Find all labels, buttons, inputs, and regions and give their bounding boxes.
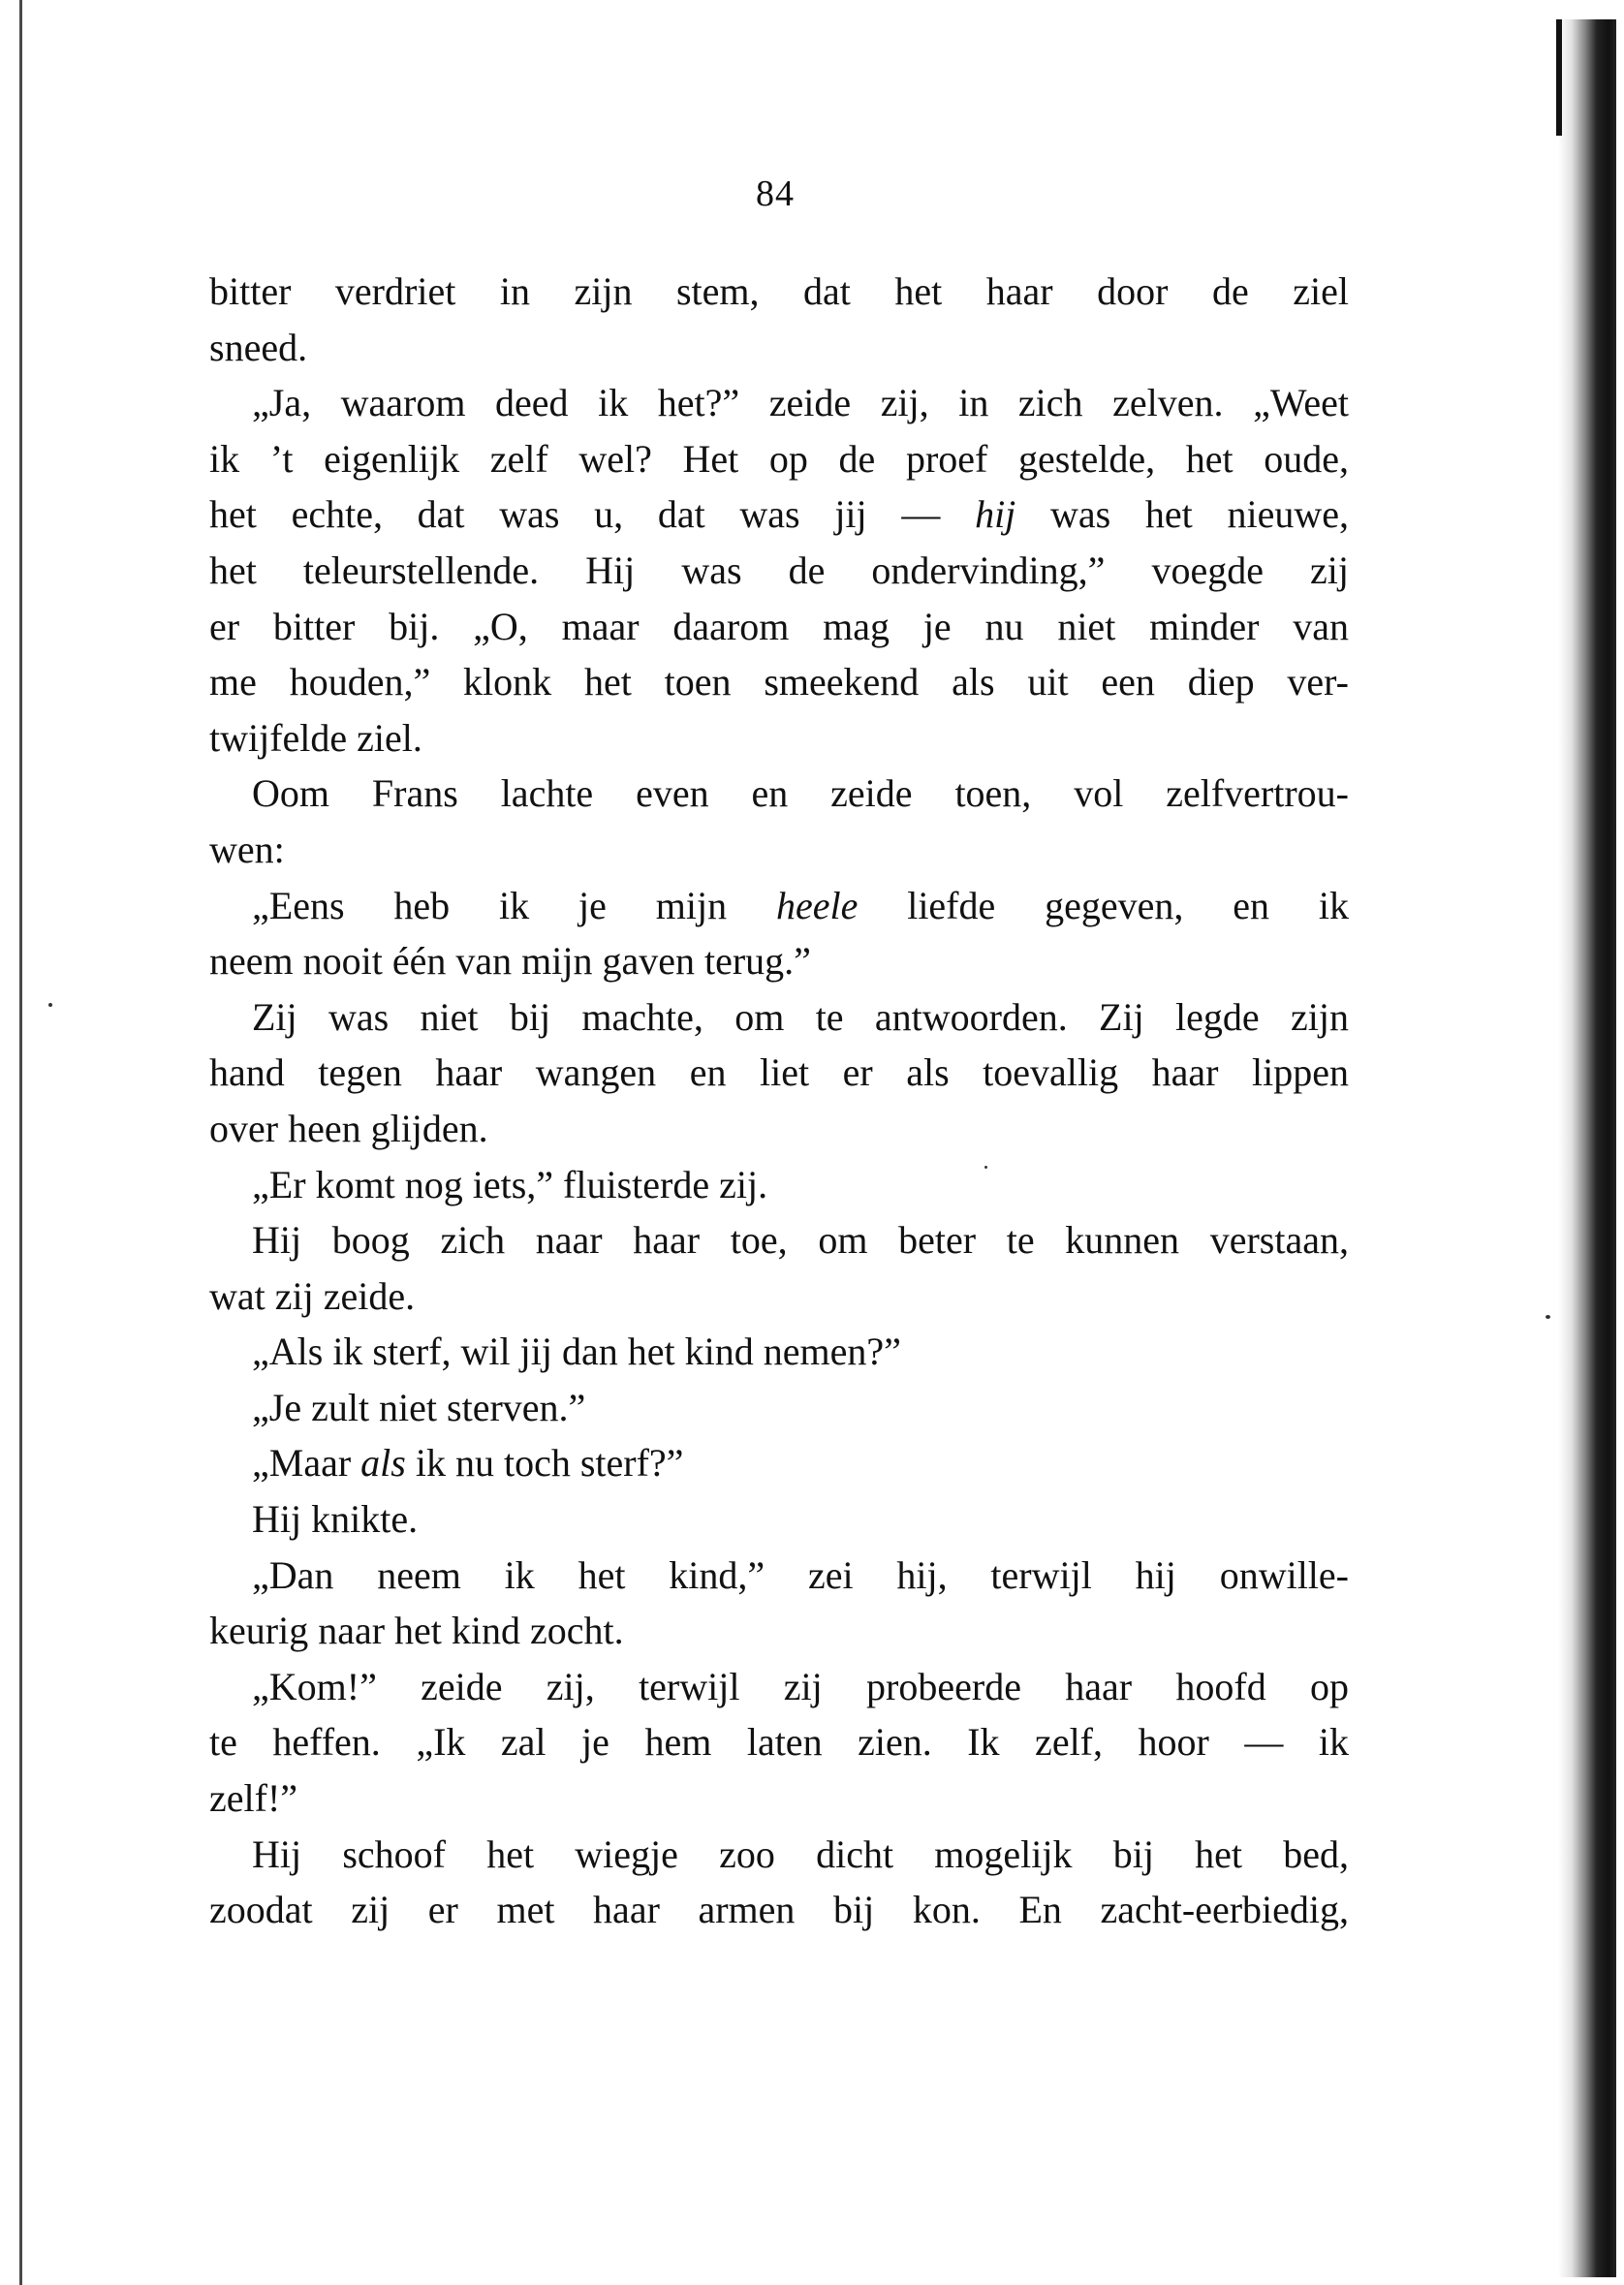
text-line: bitter verdriet in zijn stem, dat het haar door de ziel [209, 269, 1349, 313]
text-line: „Er komt nog iets,” fluisterde zij. [252, 1162, 768, 1206]
text-line: me houden,” klonk het toen smeekend als uit een diep ver- [209, 660, 1349, 704]
text-line: „Als ik sterf, wil jij dan het kind nemen?” [252, 1330, 901, 1374]
body-text [209, 264, 1349, 1938]
text-line: wen: [209, 827, 285, 871]
text-line: „Dan neem ik het kind,” zei hij, terwijl hij onwille- [252, 1552, 1349, 1597]
text-line: „Eens heb ik je mijn heele liefde gegeven, en ik [252, 883, 1349, 927]
text-line: zoodat zij er met haar armen bij kon. En zacht-eerbiedig, [209, 1888, 1349, 1932]
text-line: te heffen. „Ik zal je hem laten zien. Ik zelf, hoor — ik [209, 1720, 1349, 1765]
text-line: sneed. [209, 325, 308, 369]
scan-speck [48, 1003, 52, 1007]
text-line: Oom Frans lachte even en zeide toen, vol zelfvertrou- [252, 771, 1349, 816]
emphasis: hij [975, 492, 1016, 537]
text-line: Hij knikte. [252, 1497, 419, 1542]
text-line: twijfelde ziel. [209, 715, 422, 760]
text-line: Hij boog zich naar haar toe, om beter te kunnen verstaan, [252, 1218, 1349, 1263]
text-line: zelf!” [209, 1776, 298, 1821]
emphasis: heele [775, 883, 859, 927]
text-line: Hij schoof het wiegje zoo dicht mogelijk bij het bed, [252, 1831, 1349, 1876]
text-line: hand tegen haar wangen en liet er als toevallig haar lippen [209, 1050, 1349, 1095]
text-line: keurig naar het kind zocht. [209, 1609, 624, 1653]
text-line: Zij was niet bij machte, om te antwoorden. Zij legde zijn [252, 994, 1349, 1039]
text-line: er bitter bij. „O, maar daarom mag je nu niet minder van [209, 604, 1349, 648]
text-line: wat zij zeide. [209, 1273, 416, 1318]
text-line: „Maar als ik nu toch sterf?” [252, 1441, 684, 1486]
text-line: ik ’t eigenlijk zelf wel? Het op de proef gestelde, het oude, [209, 436, 1349, 481]
text-line: „Kom!” zeide zij, terwijl zij probeerde haar hoofd op [252, 1664, 1349, 1708]
text-line: het teleurstellende. Hij was de ondervinding,” voegde zij [209, 548, 1349, 592]
page-number: 84 [756, 173, 795, 214]
page-left-edge [19, 0, 22, 2285]
text-line: het echte, dat was u, dat was jij — hij was het nieuwe, [209, 492, 1349, 537]
text-line: „Ja, waarom deed ik het?” zeide zij, in zich zelven. „Weet [252, 381, 1349, 425]
emphasis: als [360, 1441, 406, 1486]
text-line: neem nooit één van mijn gaven terug.” [209, 939, 811, 984]
text-line: „Je zult niet sterven.” [252, 1385, 586, 1429]
page-binding-shadow [1558, 19, 1616, 2277]
scan-speck [1546, 1315, 1550, 1319]
text-line: over heen glijden. [209, 1106, 488, 1150]
